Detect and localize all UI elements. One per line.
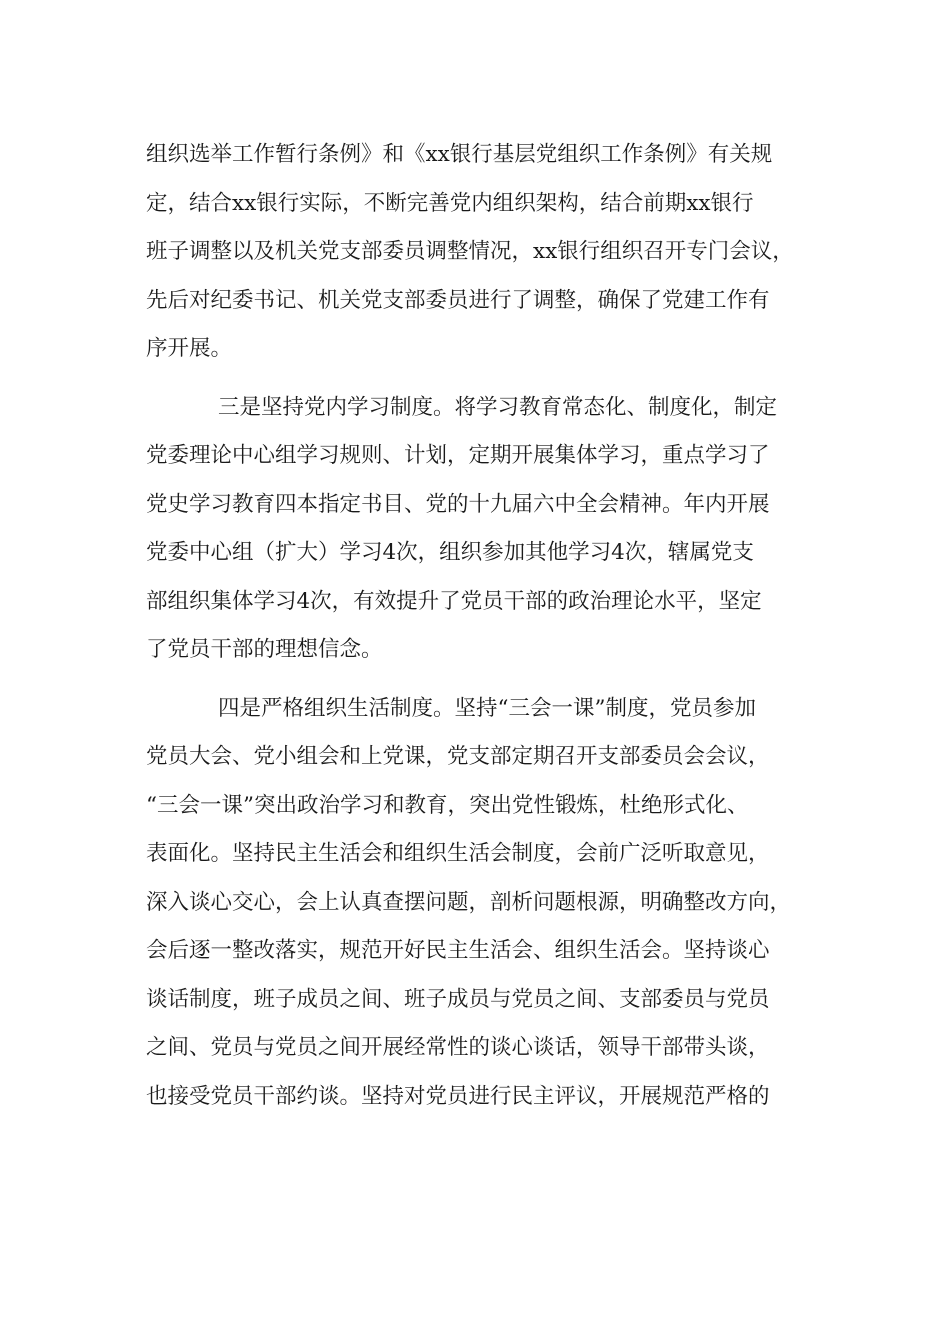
text-line: 党委中心组（扩大）学习4次，组织参加其他学习4次，辖属党支 xyxy=(146,540,754,565)
text-line: 之间、党员与党员之间开展经常性的谈心谈话，领导干部带头谈， xyxy=(146,1035,770,1060)
text-line: 班子调整以及机关党支部委员调整情况，xx银行组织召开专门会议， xyxy=(146,239,794,264)
paragraph-org-life-system xyxy=(146,685,816,1122)
text-line: 定，结合xx银行实际，不断完善党内组织架构，结合前期xx银行 xyxy=(146,190,754,216)
text-line: 三是坚持党内学习制度。将学习教育常态化、制度化，制定 xyxy=(218,394,778,420)
text-line: 表面化。坚持民主生活会和组织生活会制度，会前广泛听取意见， xyxy=(146,841,770,866)
text-line: 四是严格组织生活制度。坚持“三会一课”制度，党员参加 xyxy=(218,695,756,721)
text-line: 先后对纪委书记、机关党支部委员进行了调整，确保了党建工作有 xyxy=(146,287,770,313)
paragraph-study-system xyxy=(146,384,816,675)
text-line: 深入谈心交心，会上认真查摆问题，剖析问题根源，明确整改方向， xyxy=(146,889,792,915)
text-line: 谈话制度，班子成员之间、班子成员与党员之间、支部委员与党员 xyxy=(146,986,770,1012)
text-line: 党委理论中心组学习规则、计划，定期开展集体学习，重点学习了 xyxy=(146,443,770,468)
text-line: 序开展。 xyxy=(146,336,233,361)
text-line: 党史学习教育四本指定书目、党的十九届六中全会精神。年内开展 xyxy=(146,491,770,517)
text-line: 会后逐一整改落实，规范开好民主生活会、组织生活会。坚持谈心 xyxy=(146,938,770,963)
text-line: 党员大会、党小组会和上党课，党支部定期召开支部委员会会议， xyxy=(146,744,770,769)
text-line: 组织选举工作暂行条例》和《xx银行基层党组织工作条例》有关规 xyxy=(146,142,773,167)
document-body xyxy=(146,131,816,1131)
paragraph-org-structure xyxy=(146,131,816,374)
text-line: 也接受党员干部约谈。坚持对党员进行民主评议，开展规范严格的 xyxy=(146,1083,770,1109)
text-line: “三会一课”突出政治学习和教育，突出党性锻炼，杜绝形式化、 xyxy=(146,792,749,818)
text-line: 了党员干部的理想信念。 xyxy=(146,637,383,662)
text-line: 部组织集体学习4次，有效提升了党员干部的政治理论水平，坚定 xyxy=(146,588,762,614)
